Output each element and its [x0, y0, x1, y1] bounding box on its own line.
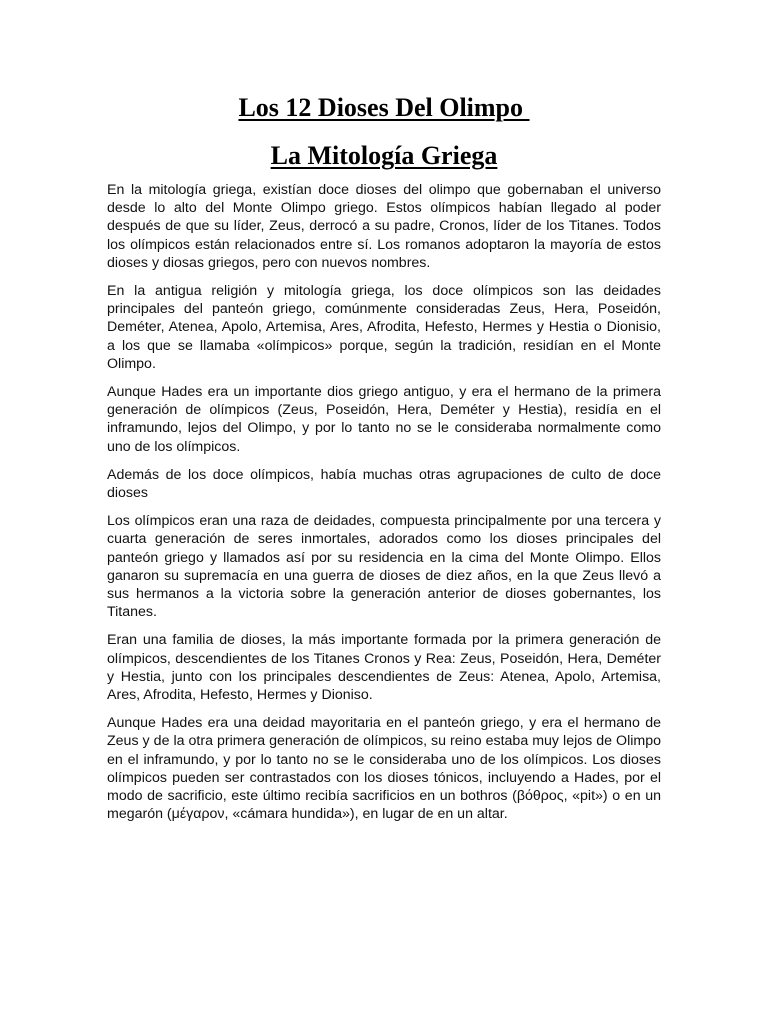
- paragraph-hades: Aunque Hades era un importante dios griego antiguo, y era el hermano de la primera generación de olímpicos (Zeus, Poseidón, Hera, Deméter y Hestia), residía en el inframundo, lejos del Olimpo, y por lo tanto no se le consideraba normalmente como uno de los olímpicos.: [107, 384, 661, 455]
- paragraph-race-of-deities: Los olímpicos eran una raza de deidades, compuesta principalmente por una tercera y cuarta generación de seres inmortales, adorados como los dioses principales del panteón griego y llamados así por su residencia en la cima del Monte Olimpo. Ellos ganaron su supremacía en una guerra de dioses de diez años, en la que Zeus llevó a sus hermanos a la victoria sobre la generación anterior de dioses gobernantes, los Titanes.: [107, 513, 661, 621]
- document-title: Los 12 Dioses Del Olimpo: [238, 93, 530, 122]
- document-body: [107, 181, 661, 834]
- document-subtitle: La Mitología Griega: [270, 141, 498, 170]
- paragraph-other-groupings: Además de los doce olímpicos, había muchas otras agrupaciones de culto de doce dioses: [107, 466, 661, 502]
- paragraph-hades-sacrifice: Aunque Hades era una deidad mayoritaria en el panteón griego, y era el hermano de Zeus y de la otra primera generación de olímpicos, su reino estaba muy lejos de Olimpo en el inframundo, y por lo tanto no se le consideraba uno de los olímpicos. Los dioses olímpicos pueden ser contrastados con los dioses tónicos, incluyendo a Hades, por el modo de sacrificio, este último recibía sacrificios en un bothros (βόθρος, «pit») o en un megarón (μέγαρον, «cámara hundida»), en lugar de en un altar.: [107, 715, 661, 823]
- paragraph-intro: En la mitología griega, existían doce dioses del olimpo que gobernaban el universo desde lo alto del Monte Olimpo griego. Estos olímpicos habían llegado al poder después de que su líder, Zeus, derrocó a su padre, Cronos, líder de los Titanes. Todos los olímpicos están relacionados entre sí. Los romanos adoptaron la mayoría de estos dioses y diosas griegos, pero con nuevos nombres.: [107, 182, 661, 271]
- paragraph-twelve-olympians: En la antigua religión y mitología griega, los doce olímpicos son las deidades principales del panteón griego, comúnmente consideradas Zeus, Hera, Poseidón, Deméter, Atenea, Apolo, Artemisa, Ares, Afrodita, Hefesto, Hermes y Hestia o Dionisio, a los que se llamaba «olímpicos» porque, según la tradición, residían en el Monte Olimpo.: [107, 283, 661, 372]
- paragraph-family-of-gods: Eran una familia de dioses, la más importante formada por la primera generación de olímpicos, descendientes de los Titanes Cronos y Rea: Zeus, Poseidón, Hera, Deméter y Hestia, junto con los principales descendientes de Zeus: Atenea, Apolo, Artemisa, Ares, Afrodita, Hefesto, Hermes y Dioniso.: [107, 632, 661, 704]
